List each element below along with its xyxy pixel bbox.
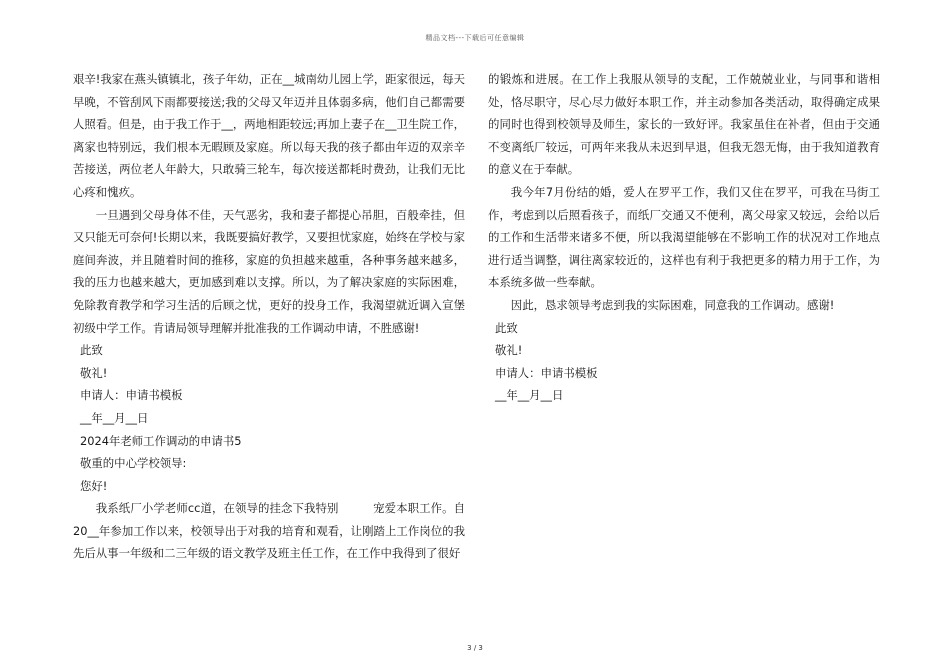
section-title: 2024年老师工作调动的申请书5 (80, 433, 242, 448)
date-line: __年__月__日 (495, 388, 564, 403)
closing-salutation: 此致 (80, 343, 103, 358)
paragraph-continuation: 艰辛!我家在燕头镇镇北，孩子年幼，正在__城南幼儿园上学，距家很远，每天早晚，不管刮风下雨都要接送;我的父母又年迈并且体弱多病，他们自己都需要人照看。但是，由于我工作于__，两地相距较远;再加上妻子在__卫生院工作，离家也特别远，我们根本无暇顾及家庭。所以每天我的孩子都由年迈的双亲辛苦接送，两位老人年龄大，只敢骑三轮车，每次接送都耗时费劲，让我们无比心疼和愧疚。 (73, 72, 465, 199)
paragraph-continuation: 的锻炼和进展。在工作上我服从领导的支配，工作兢兢业业，与同事和谐相处，恪尽职守，尽心尽力做好本职工作，并主动参加各类活动，取得确定成果的同时也得到校领导及师生，家长的一致好评。我家虽住在补者，但由于交通不变离纸厂较远，可两年来我从未迟到早退，但我无怨无悔，由于我知道教育的意义在于奉献。 (488, 72, 880, 177)
greeting-hello: 您好! (80, 478, 108, 493)
page-header: 精品文档---下载后可任意编辑 (425, 34, 525, 42)
greeting-recipient: 敬重的中心学校领导: (80, 456, 187, 471)
closing-respect: 敬礼! (495, 343, 523, 358)
paragraph-body: 一旦遇到父母身体不佳，天气恶劣，我和妻子都提心吊胆，百般牵挂，但又只能无可奈何!长期以来，我既要搞好教学，又要担忧家庭，始终在学校与家庭间奔波，并且随着时间的推移，家庭的负担越来越重，各种事务越来越多，我的压力也越来越大，更加感到难以支撑。所以，为了解决家庭的实际困难，免除教育教学和学习生活的后顾之忧，更好的投身工作，我渴望就近调入宣堡初级中学工作。肯请局领导理解并批准我的工作调动申请，不胜感谢! (73, 207, 465, 335)
closing-salutation: 此致 (495, 320, 518, 335)
left-column (73, 68, 465, 565)
page-number: 3 / 3 (467, 644, 483, 652)
closing-respect: 敬礼! (80, 365, 108, 380)
paragraph-body: 因此，恳求领导考虑到我的实际困难，同意我的工作调动。感谢! (510, 297, 835, 312)
paragraph-body: 我系纸厂小学老师cc道，在领导的挂念下我特别 宠爱本职工作。自20__年参加工作以来，校领导出于对我的培育和观看，让刚踏上工作岗位的我先后从事一年级和二三年级的语文教学及班主任工作，在工作中我得到了很好 (73, 501, 465, 561)
paragraph-body: 我今年7月份结的婚，爱人在罗平工作，我们又住在罗平，可我在马街工作，考虑到以后照看孩子，而纸厂交通又不便利，离父母家又较远，会给以后的工作和生活带来诸多不便，所以我渴望能够在不影响工作的状况对工作地点进行适当调整，调往离家较近的，这样也有利于我把更多的精力用于工作，为本系统多做一些奉献。 (488, 184, 880, 290)
right-column (488, 68, 880, 407)
date-line: __年__月__日 (80, 410, 149, 425)
applicant-line: 申请人：申请书模板 (80, 388, 183, 403)
applicant-line: 申请人：申请书模板 (495, 365, 598, 380)
